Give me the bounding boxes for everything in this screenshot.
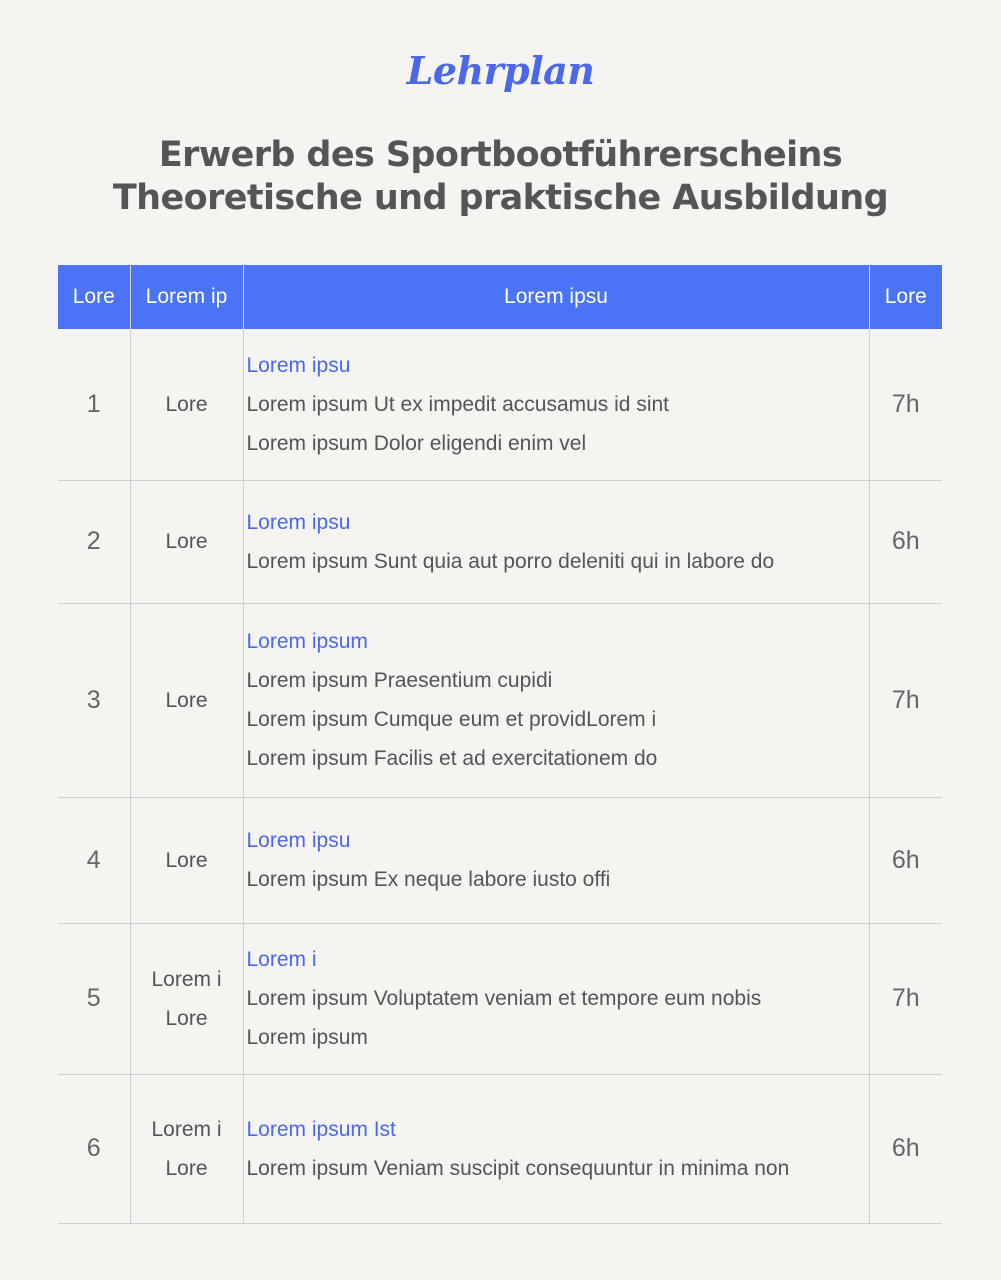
row-category-line: Lore <box>165 848 208 872</box>
page-title-line-2: Theoretische und praktische Ausbildung <box>112 178 889 218</box>
row-topic-line: Lorem ipsum Sunt quia aut porro deleniti qui in labore do <box>246 549 775 573</box>
row-category <box>130 480 243 603</box>
row-category <box>130 1074 243 1223</box>
row-number: 5 <box>58 923 130 1074</box>
row-duration: 7h <box>869 603 942 797</box>
table-row <box>58 1074 942 1223</box>
table-row <box>58 480 942 603</box>
row-topic-line: Lorem ipsum Dolor eligendi enim vel <box>246 431 587 455</box>
row-topic <box>243 329 869 480</box>
row-topic-heading: Lorem ipsum <box>246 630 368 653</box>
row-topic-heading: Lorem i <box>246 948 317 971</box>
row-topic-line: Lorem ipsum Veniam suscipit consequuntur in minima non <box>246 1156 790 1180</box>
row-topic <box>243 603 869 797</box>
row-topic-heading: Lorem ipsu <box>246 829 351 852</box>
page-title-line-1: Erwerb des Sportbootführerscheins <box>158 135 843 175</box>
table-row <box>58 603 942 797</box>
row-topic-heading: Lorem ipsum Ist <box>246 1117 396 1141</box>
row-topic-line: Lorem ipsum Ut ex impedit accusamus id sint <box>246 392 669 416</box>
column-header-number: Lore <box>58 265 130 329</box>
row-category <box>130 329 243 480</box>
row-category <box>130 797 243 923</box>
row-category-line: Lore <box>165 392 208 416</box>
row-topic-line: Lorem ipsum Voluptatem veniam et tempore eum nobis <box>246 987 762 1010</box>
page-title <box>0 134 1001 220</box>
column-header-category: Lorem ip <box>130 265 243 329</box>
row-duration: 6h <box>869 480 942 603</box>
row-category-line: Lore <box>165 530 208 553</box>
row-duration: 6h <box>869 1074 942 1223</box>
row-category <box>130 603 243 797</box>
table-row <box>58 797 942 923</box>
row-number: 3 <box>58 603 130 797</box>
row-topic-line: Lorem ipsum Cumque eum et providLorem i <box>246 708 657 731</box>
row-number: 2 <box>58 480 130 603</box>
row-duration: 7h <box>869 329 942 480</box>
row-category-line: Lore <box>165 688 208 712</box>
row-topic <box>243 480 869 603</box>
row-duration: 6h <box>869 797 942 923</box>
row-number: 6 <box>58 1074 130 1223</box>
script-title: Lehrplan <box>406 48 595 93</box>
row-topic-line: Lorem ipsum <box>246 1026 368 1049</box>
row-duration: 7h <box>869 923 942 1074</box>
row-topic-heading: Lorem ipsu <box>246 510 351 534</box>
table-row <box>58 923 942 1074</box>
table-row <box>58 329 942 480</box>
row-topic <box>243 923 869 1074</box>
row-topic-line: Lorem ipsum Praesentium cupidi <box>246 669 553 692</box>
row-topic-heading: Lorem ipsu <box>246 353 351 377</box>
row-category <box>130 923 243 1074</box>
row-category-line: Lorem i <box>151 1117 222 1141</box>
row-category-line: Lore <box>165 1006 208 1030</box>
row-category-line: Lorem i <box>151 967 222 991</box>
row-number: 1 <box>58 329 130 480</box>
row-topic <box>243 1074 869 1223</box>
table-header-row <box>58 265 942 329</box>
row-category-line: Lore <box>165 1156 208 1180</box>
curriculum-table <box>58 265 942 1224</box>
column-header-topic: Lorem ipsu <box>243 265 869 329</box>
column-header-duration: Lore <box>869 265 942 329</box>
row-topic <box>243 797 869 923</box>
row-topic-line: Lorem ipsum Ex neque labore iusto offi <box>246 868 611 891</box>
row-topic-line: Lorem ipsum Facilis et ad exercitationem do <box>246 747 658 770</box>
row-number: 4 <box>58 797 130 923</box>
